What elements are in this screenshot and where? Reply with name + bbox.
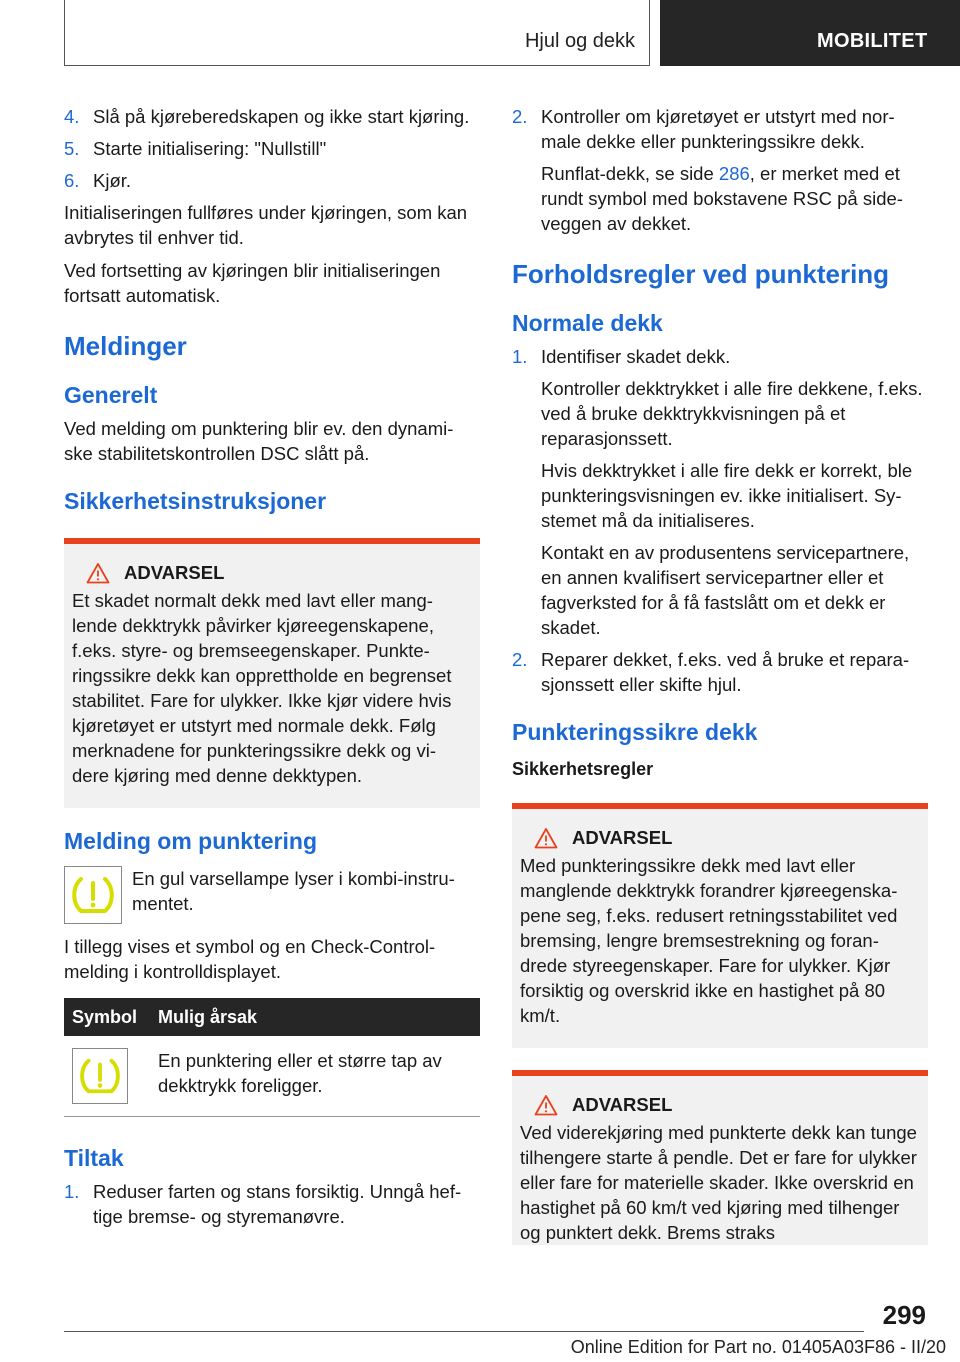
list-item: 1. Reduser farten og stans forsiktig. Unngå hef-tige bremse- og styremanøvre.: [64, 1181, 462, 1227]
list-item: 5. Starte initialisering: "Nullstill": [64, 138, 327, 159]
warning-text: Med punkteringssikre dekk med lavt eller manglende dekktrykk forandrer kjøreegenska-pene seg, f.eks. redusert retningsstabilitet ved bremsing, lengre bremsestrekning og foran-drede styreegenskaper. Fare for ulykker. Kjør forsiktig og overskrid ikke en hastighet på 80 km/t.: [520, 855, 898, 1026]
heading-generelt: Generelt: [64, 382, 158, 408]
right-column: [512, 104, 928, 1263]
heading-punkteringssikre-dekk: Punkteringssikre dekk: [512, 719, 758, 745]
table-cell-cause: En punktering eller et større tap av dekktrykk foreligger.: [150, 1036, 480, 1117]
page-link[interactable]: 286: [718, 163, 750, 184]
header-section-box: [660, 0, 960, 66]
page-number: 299: [882, 1300, 926, 1330]
heading-forholdsregler: Forholdsregler ved punktering: [512, 259, 890, 289]
list-subparagraph: Kontroller dekktrykket i alle fire dekkene, f.eks. ved å bruke dekktrykkvisningen på et reparasjonssett.: [541, 378, 923, 449]
list-item: 4. Slå på kjøreberedskapen og ikke start kjøring.: [64, 106, 470, 127]
warning-title: ADVARSEL: [572, 1094, 673, 1115]
lamp-description: En gul varsellampe lyser i kombi-instru-mentet.: [132, 868, 455, 914]
list-item: 6. Kjør.: [64, 170, 132, 191]
heading-melding-om-punktering: Melding om punktering: [64, 828, 317, 854]
heading-sikkerhetsregler: Sikkerhetsregler: [512, 759, 654, 779]
heading-tiltak: Tiltak: [64, 1145, 124, 1171]
tire-pressure-warning-icon: [64, 866, 122, 924]
table-header-cause: Mulig årsak: [150, 998, 480, 1036]
warning-box: [512, 803, 928, 1048]
warning-text: Et skadet normalt dekk med lavt eller mang-lende dekktrykk påvirker kjøreegenskapene, f.eks. styre- og bremseegenskaper. Punkte-ringssikre dekk kan opprettholde en begrenset stabilitet. Fare for ulykker. Ikke kjør videre hvis kjøretøyet er utstyrt med normale dekk. Følg merknadene for punkteringssikre dekk og vi-dere kjøring med denne dekktypen.: [72, 590, 452, 786]
table-row: [64, 1036, 480, 1117]
warning-box: [512, 1070, 928, 1245]
warning-triangle-icon: [534, 827, 558, 849]
heading-meldinger: Meldinger: [64, 331, 187, 361]
warning-text: Ved viderekjøring med punkterte dekk kan tunge tilhengere starte å pendle. Det er fare for ulykker eller fare for materielle skader. Ikke overskrid en hastighet på 60 km/t ved kjøring med tilhenger og punktert dekk. Brems straks: [520, 1122, 917, 1243]
heading-normale-dekk: Normale dekk: [512, 310, 663, 336]
paragraph: Ved melding om punktering blir ev. den dynami-ske stabilitetskontrollen DSC slått på.: [64, 418, 454, 464]
tire-pressure-warning-icon: [72, 1048, 128, 1104]
section-title: MOBILITET: [817, 30, 928, 52]
warning-triangle-icon: [534, 1094, 558, 1116]
list-subparagraph: Runflat-dekk, se side 286, er merket med et rundt symbol med bokstavene RSC på side-veggen av dekket.: [541, 163, 903, 234]
paragraph: Ved fortsetting av kjøringen blir initialiseringen fortsatt automatisk.: [64, 260, 441, 306]
warning-box: [64, 538, 480, 808]
paragraph: Initialiseringen fullføres under kjøringen, som kan avbrytes til enhver tid.: [64, 202, 468, 248]
footer-rule: [64, 1331, 864, 1332]
list-item: 2. Kontroller om kjøretøyet er utstyrt med nor-male dekke eller punkteringssikre dekk.: [512, 106, 895, 152]
lamp-row: [64, 866, 480, 924]
paragraph: I tillegg vises et symbol og en Check-Control-melding i kontrolldisplayet.: [64, 936, 436, 982]
warning-triangle-icon: [86, 562, 110, 584]
heading-sikkerhetsinstruksjoner: Sikkerhetsinstruksjoner: [64, 488, 327, 514]
warning-title: ADVARSEL: [572, 827, 673, 848]
table-header-symbol: Symbol: [64, 998, 150, 1036]
list-subparagraph: Hvis dekktrykket i alle fire dekk er korrekt, ble punkteringsvisningen ev. ikke initialisert. Sy-stemet må da initialiseres.: [541, 460, 913, 531]
left-column: [64, 104, 480, 1236]
footer-edition: Online Edition for Part no. 01405A03F86 - II/20: [570, 1337, 946, 1357]
header-chapter-box: [64, 0, 650, 66]
chapter-title: Hjul og dekk: [524, 30, 635, 52]
list-item: 2. Reparer dekket, f.eks. ved å bruke et repara-sjonssett eller skifte hjul.: [512, 649, 910, 695]
warning-title: ADVARSEL: [124, 562, 225, 583]
list-subparagraph: Kontakt en av produsentens servicepartnere, en annen kvalifisert servicepartner eller et fagverksted for å få fastslått om et dekk er skadet.: [541, 542, 910, 638]
list-item: 1. Identifiser skadet dekk.: [512, 346, 731, 367]
symbol-table: [64, 998, 480, 1117]
